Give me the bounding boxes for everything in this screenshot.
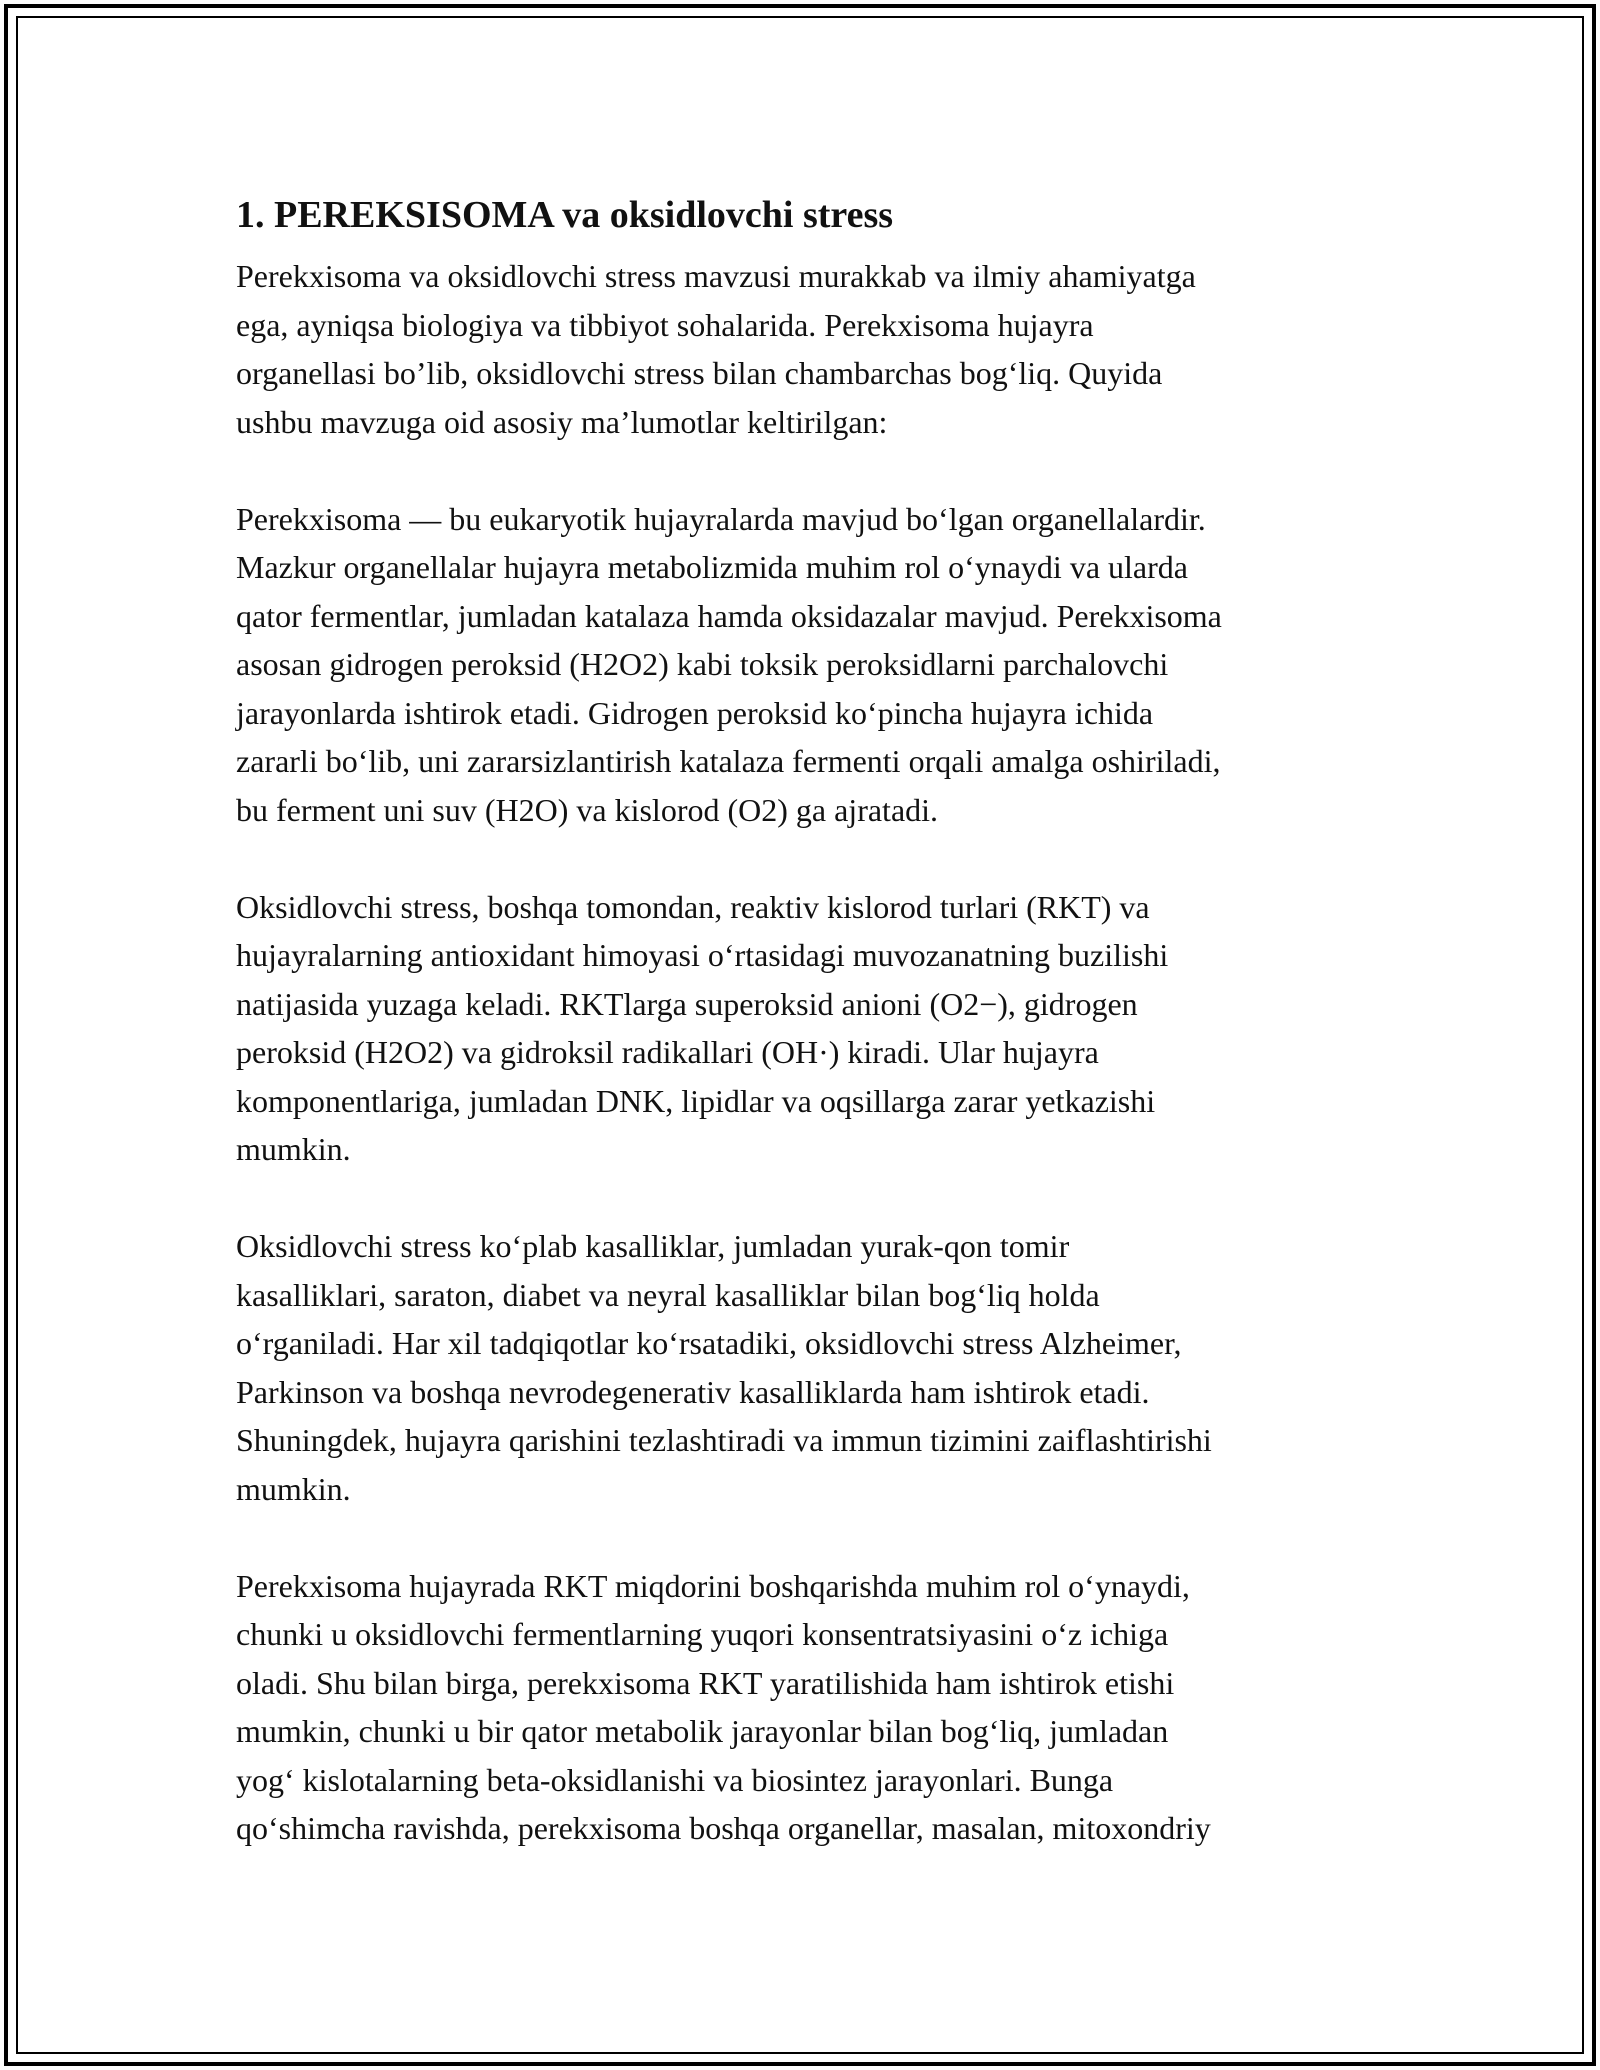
text-line: qo‘shimcha ravishda, perekxisoma boshqa organellar, masalan, mitoxondriy — [236, 1810, 1211, 1846]
text-line: Perekxisoma — bu eukaryotik hujayralarda mavjud bo‘lgan organellalardir. — [236, 500, 1206, 537]
paragraph-ros-regulation — [236, 1562, 1376, 1853]
paragraph-intro — [236, 252, 1376, 446]
text-line: ega, ayniqsa biologiya va tibbiyot sohalarida. Perekxisoma hujayra — [236, 306, 1094, 343]
paragraph-oxidative-stress — [236, 883, 1376, 1174]
text-line: yog‘ kislotalarning beta-oksidlanishi va biosintez jarayonlari. Bunga — [236, 1761, 1114, 1798]
text-line: Oksidlovchi stress ko‘plab kasalliklar, jumladan yurak-qon tomir — [236, 1228, 1070, 1264]
text-line: kasalliklari, saraton, diabet va neyral kasalliklar bilan bog‘liq holda — [236, 1276, 1100, 1313]
text-line: hujayralarning antioxidant himoyasi o‘rtasidagi muvozanatning buzilishi — [236, 937, 1169, 973]
text-line: zararli bo‘lib, uni zararsizlantirish katalaza fermenti orqali amalga oshiriladi, — [236, 743, 1221, 779]
text-line: o‘rganiladi. Har xil tadqiqotlar ko‘rsatadiki, oksidlovchi stress Alzheimer, — [236, 1325, 1182, 1361]
text-line: organellasi bo’lib, oksidlovchi stress bilan chambarchas bog‘liq. Quyida — [236, 355, 1163, 391]
text-line: mumkin. — [236, 1470, 351, 1507]
text-line: Parkinson va boshqa nevrodegenerativ kasalliklarda ham ishtirok etadi. — [236, 1373, 1150, 1410]
text-line: jarayonlarda ishtirok etadi. Gidrogen peroksid ko‘pincha hujayra ichida — [236, 694, 1154, 731]
text-line: chunki u oksidlovchi fermentlarning yuqori konsentratsiyasini o‘z ichiga — [236, 1616, 1169, 1652]
text-line: oladi. Shu bilan birga, perekxisoma RKT yaratilishida ham ishtirok etishi — [236, 1664, 1175, 1701]
text-line: Perekxisoma va oksidlovchi stress mavzusi murakkab va ilmiy ahamiyatga — [236, 258, 1196, 294]
section-heading: 1. PEREKSISOMA va oksidlovchi stress — [236, 194, 894, 236]
text-line: peroksid (H2O2) va gidroksil radikallari (OH·) kiradi. Ular hujayra — [236, 1034, 1099, 1070]
text-line: Oksidlovchi stress, boshqa tomondan, reaktiv kislorod turlari (RKT) va — [236, 888, 1150, 925]
text-line: Perekxisoma hujayrada RKT miqdorini boshqarishda muhim rol o‘ynaydi, — [236, 1567, 1190, 1604]
text-line: ushbu mavzuga oid asosiy ma’lumotlar keltirilgan: — [236, 403, 888, 440]
paragraph-diseases — [236, 1222, 1376, 1513]
text-line: qator fermentlar, jumladan katalaza hamda oksidazalar mavjud. Perekxisoma — [236, 597, 1222, 634]
text-line: Shuningdek, hujayra qarishini tezlashtiradi va immun tizimini zaiflashtirishi — [236, 1422, 1212, 1458]
text-line: komponentlariga, jumladan DNK, lipidlar va oqsillarga zarar yetkazishi — [236, 1082, 1156, 1119]
text-line: natijasida yuzaga keladi. RKTlarga superoksid anioni (O2−), gidrogen — [236, 985, 1138, 1022]
text-line: bu ferment uni suv (H2O) va kislorod (O2) ga ajratadi. — [236, 791, 939, 828]
paragraph-peroxisome — [236, 495, 1376, 835]
text-line: mumkin, chunki u bir qator metabolik jarayonlar bilan bog‘liq, jumladan — [236, 1713, 1169, 1749]
text-line: asosan gidrogen peroksid (H2O2) kabi toksik peroksidlarni parchalovchi — [236, 646, 1169, 682]
document-body — [236, 186, 1376, 1901]
text-line: mumkin. — [236, 1131, 351, 1167]
text-line: Mazkur organellalar hujayra metabolizmida muhim rol o‘ynaydi va ularda — [236, 549, 1188, 585]
